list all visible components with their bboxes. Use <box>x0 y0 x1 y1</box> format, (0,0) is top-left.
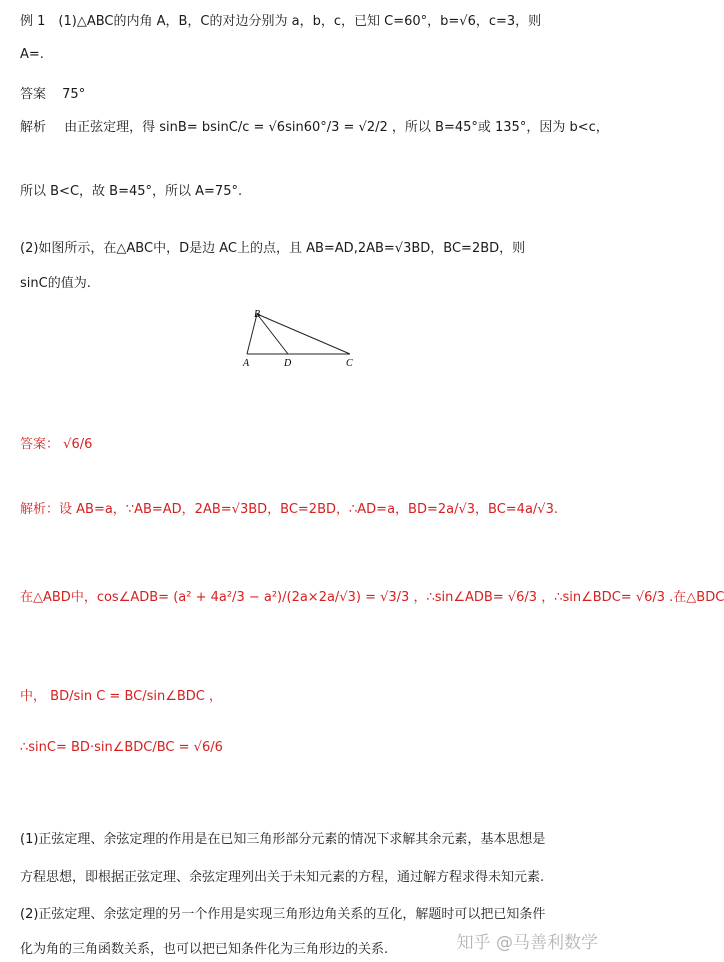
summary-line-4: 化为角的三角函数关系，也可以把已知条件化为三角形边的关系. <box>20 942 389 957</box>
sin-bdc-value: √6/3 <box>635 590 666 605</box>
solution-2-line-3-tail: ， <box>209 689 223 704</box>
solution-2-line-4 <box>20 740 223 755</box>
answer-1-label: 答案 <box>20 87 47 102</box>
problem-2-line-1: (2)如图所示，在△ABC中，D是边 AC上的点，且 AB=AD,2AB=√3BD，BC=2BD，则 <box>20 241 526 256</box>
point-label-b: B <box>254 309 261 320</box>
segment-BD <box>257 314 288 354</box>
sine-rule-formula: BD/sin C = BC/sin∠BDC <box>50 689 205 704</box>
summary-line-2: 方程思想，即根据正弦定理、余弦定理列出关于未知元素的方程，通过解方程求得未知元素. <box>20 870 545 885</box>
answer-2-label: 答案： <box>20 437 60 452</box>
point-label-d: D <box>284 358 292 369</box>
solution-2-line-4-prefix: ∴sinC= <box>20 740 67 755</box>
side-BC <box>257 314 350 354</box>
answer-1-value: 75° <box>62 87 86 102</box>
point-label-c: C <box>346 358 353 369</box>
solution-2-line-1: 解析：设 AB=a，∵AB=AD，2AB=√3BD，BC=2BD，∴AD=a，BD=2a/√3，BC=4a/√3. <box>20 502 558 517</box>
sin-adb-value: √6/3 <box>507 590 538 605</box>
problem-2-line-2: sinC的值为. <box>20 276 91 291</box>
solution-1-label: 解析 <box>20 120 47 135</box>
point-label-a: A <box>243 358 250 369</box>
solution-2-line-2-prefix: 在△ABD中，cos∠ADB= <box>20 590 170 605</box>
triangle-figure <box>240 306 360 372</box>
side-AB <box>247 314 257 354</box>
problem-1-line-1: 例 1 (1)△ABC的内角 A，B，C的对边分别为 a，b，c，已知 C=60°，b=√6，c=3，则 <box>20 14 542 29</box>
solution-2-line-3-prefix: 中， <box>20 689 47 704</box>
answer-2-value: √6/6 <box>63 437 93 452</box>
solution-1-formula: bsinC/c = √6sin60°/3 = √2/2 <box>201 120 388 135</box>
problem-1-line-2: A=. <box>20 47 44 62</box>
solution-1-line-1 <box>20 116 609 135</box>
watermark: 知乎 @马善利数学 <box>456 933 598 953</box>
solution-1-intro: 由正弦定理，得 sinB= <box>64 120 198 135</box>
solution-1-line-2: 所以 B<C，故 B=45°，所以 A=75°. <box>20 184 243 199</box>
answer-2 <box>20 433 92 452</box>
solution-2-line-2-mid2: ，∴sin∠BDC= <box>541 590 632 605</box>
cos-adb-formula: (a² + 4a²/3 − a²)/(2a×2a/√3) = √3/3 <box>173 590 410 605</box>
solution-1-tail: ，所以 B=45°或 135°，因为 b<c， <box>391 120 609 135</box>
summary-line-1: (1)正弦定理、余弦定理的作用是在已知三角形部分元素的情况下求解其余元素，基本思想是 <box>20 832 546 847</box>
sin-c-formula: BD·sin∠BDC/BC = √6/6 <box>71 740 223 755</box>
solution-2-line-2-mid: ，∴sin∠ADB= <box>413 590 504 605</box>
summary-line-3: (2)正弦定理、余弦定理的另一个作用是实现三角形边角关系的互化，解题时可以把已知条件 <box>20 907 546 922</box>
solution-2-line-2-tail: .在△BDC <box>669 590 724 605</box>
solution-2-line-3 <box>20 685 222 704</box>
solution-2-line-2 <box>20 586 724 605</box>
answer-1 <box>20 83 85 102</box>
